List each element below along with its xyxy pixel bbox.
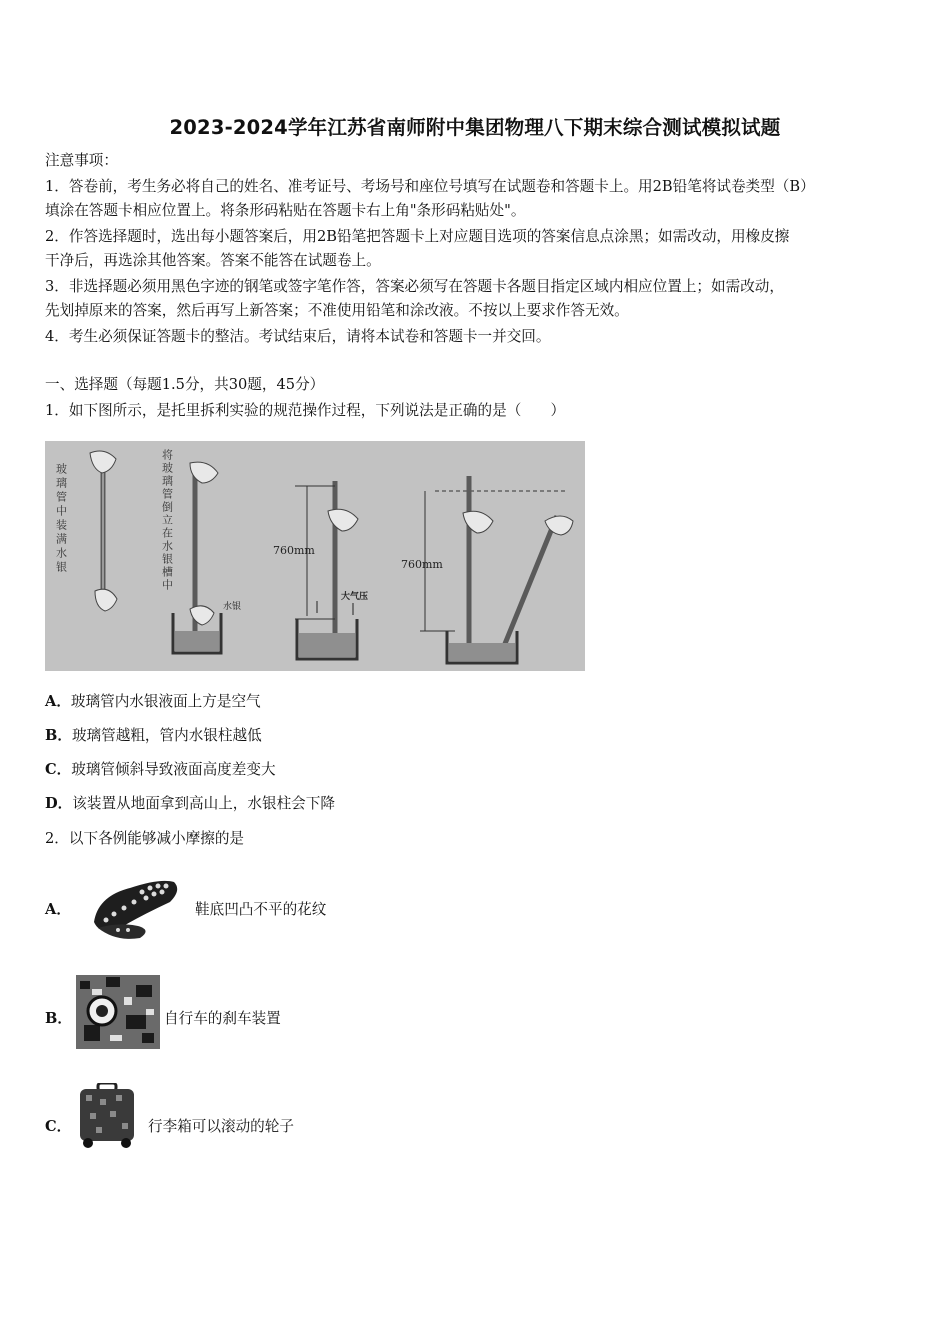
- option-1d: [45, 794, 335, 814]
- option-1b: [45, 726, 262, 746]
- figure-label-1: 玻璃管中装满水银: [54, 463, 68, 575]
- option-letter: B．: [45, 1010, 72, 1027]
- shoe-sole-icon: [90, 872, 182, 942]
- option-letter: C．: [45, 761, 72, 778]
- torricelli-experiment-figure: [45, 441, 585, 671]
- option-text: 鞋底凹凸不平的花纹: [195, 901, 327, 918]
- option-letter: D．: [45, 795, 73, 812]
- option-letter: A．: [45, 901, 71, 918]
- notice-line: 3．非选择题必须用黑色字迹的钢笔或签字笔作答，答案必须写在答题卡各题目指定区域内相应位置上；如需改动，: [45, 278, 784, 295]
- suitcase-icon: [76, 1083, 138, 1149]
- question-stem: 1．如下图所示，是托里拆利实验的规范操作过程，下列说法是正确的是（ ）: [45, 402, 566, 419]
- notice-line: 1．答卷前，考生务必将自己的姓名、准考证号、考场号和座位号填写在试题卷和答题卡上。用2B铅笔将试卷类型（B）: [45, 178, 815, 195]
- page-title: 2023-2024学年江苏省南师附中集团物理八下期末综合测试模拟试题: [169, 116, 781, 139]
- notice-line: 2．作答选择题时，选出每小题答案后，用2B铅笔把答题卡上对应题目选项的答案信息点涂黑；如需改动，用橡皮擦: [45, 228, 790, 245]
- option-letter: C．: [45, 1118, 72, 1135]
- height-label-2: 760mm: [401, 558, 443, 571]
- atmosphere-label: 大气压: [341, 592, 369, 602]
- option-text: 自行车的刹车装置: [164, 1010, 281, 1027]
- mercury-label: 水银: [223, 602, 242, 612]
- height-label-1: 760mm: [273, 544, 315, 557]
- option-letter: A．: [45, 693, 71, 710]
- option-text: 行李箱可以滚动的轮子: [148, 1118, 294, 1135]
- question-stem: 2．以下各例能够减小摩擦的是: [45, 830, 245, 847]
- section-heading: 一、选择题（每题1.5分，共30题，45分）: [45, 376, 325, 393]
- notice-line: 先划掉原来的答案，然后再写上新答案；不准使用铅笔和涂改液。不按以上要求作答无效。: [45, 302, 629, 319]
- option-1a: [45, 692, 261, 712]
- option-text: 该装置从地面拿到高山上，水银柱会下降: [72, 795, 335, 812]
- notice-line: 干净后，再选涂其他答案。答案不能答在试题卷上。: [45, 252, 381, 269]
- option-letter: B．: [45, 727, 72, 744]
- option-text: 玻璃管内水银液面上方是空气: [70, 693, 261, 710]
- notice-line: 4．考生必须保证答题卡的整洁。考试结束后，请将本试卷和答题卡一并交回。: [45, 328, 551, 345]
- notice-line: 填涂在答题卡相应位置上。将条形码粘贴在答题卡右上角"条形码粘贴处"。: [45, 202, 526, 219]
- bicycle-brake-icon: [76, 975, 160, 1049]
- option-text: 玻璃管越粗，管内水银柱越低: [71, 727, 262, 744]
- notice-heading: 注意事项：: [45, 152, 118, 169]
- option-text: 玻璃管倾斜导致液面高度差变大: [71, 761, 276, 778]
- figure-label-2: 将玻璃管倒立在水银槽中: [160, 449, 174, 592]
- option-1c: [45, 760, 276, 780]
